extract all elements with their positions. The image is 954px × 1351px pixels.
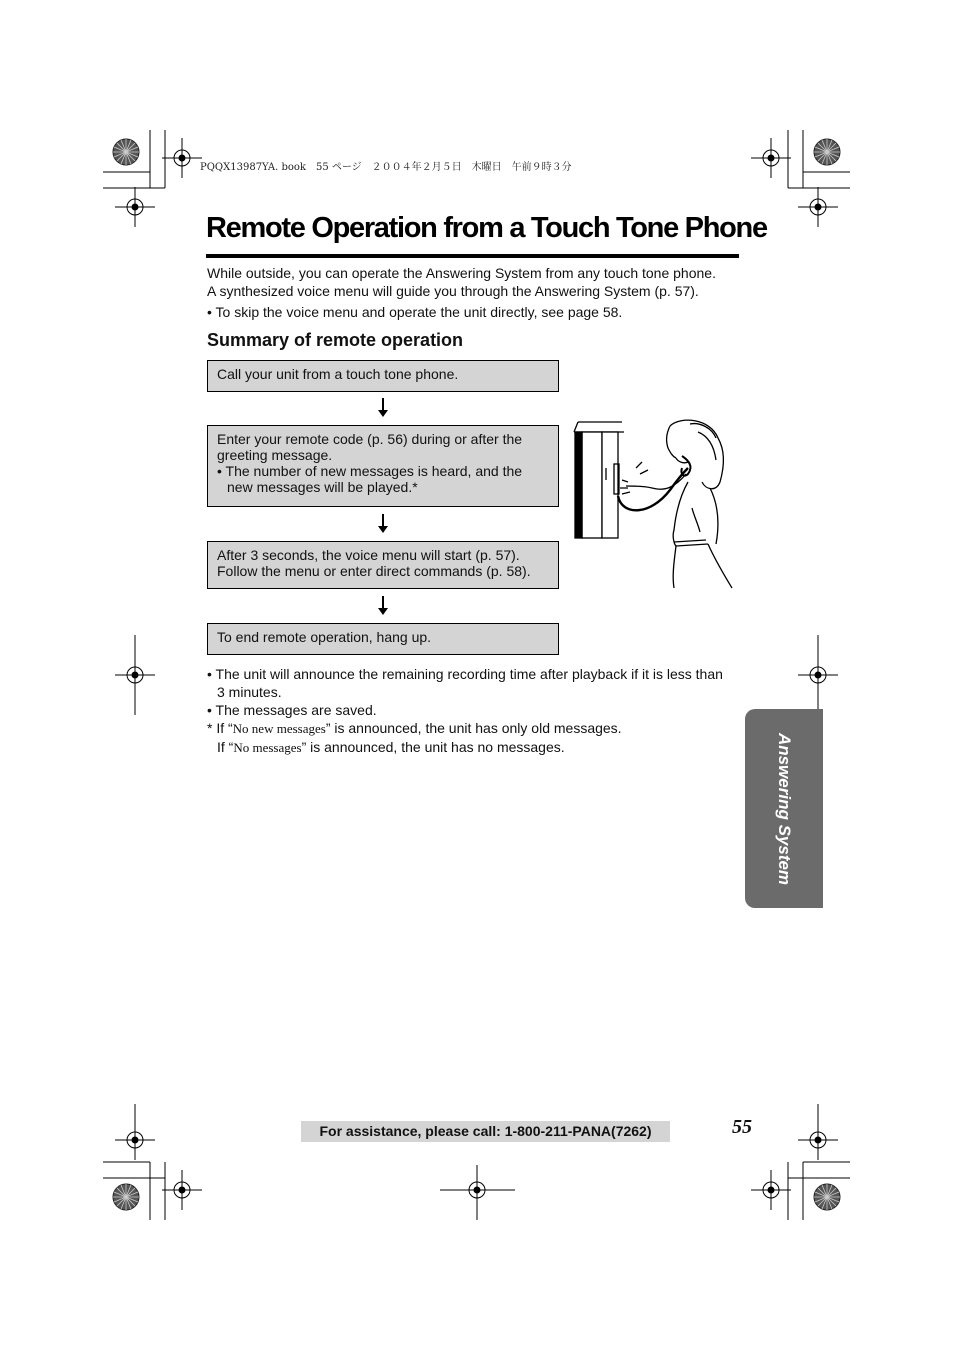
announcement-quote: No new messages <box>232 721 326 736</box>
footnote-line <box>207 738 747 757</box>
step-text: After 3 seconds, the voice menu will start (p. 57). <box>217 547 520 563</box>
step-box-voice-menu <box>207 541 559 589</box>
note-line: • The messages are saved. <box>207 702 377 718</box>
corner-mark-bottom-left <box>103 1104 202 1220</box>
intro-bullet: • To skip the voice menu and operate the unit directly, see page 58. <box>207 304 623 320</box>
woman-on-phone-illustration <box>570 412 736 590</box>
step-text: Follow the menu or enter direct commands (p. 58). <box>217 563 531 579</box>
step-text: • The number of new messages is heard, and the <box>217 463 523 479</box>
down-arrow-icon <box>376 596 390 616</box>
step-text: Enter your remote code (p. 56) during or after the <box>217 431 523 447</box>
intro-section <box>207 264 747 321</box>
note-text: ” is announced, the unit has no messages. <box>301 739 565 755</box>
page-title: Remote Operation from a Touch Tone Phone <box>206 212 767 244</box>
down-arrow-icon <box>376 514 390 534</box>
section-heading: Summary of remote operation <box>207 330 464 350</box>
note-text: * If “ <box>207 720 233 736</box>
note-line: 3 minutes. <box>217 684 282 700</box>
step-box-hang-up <box>207 623 559 655</box>
title-underline <box>206 254 739 258</box>
note-line: • The unit will announce the remaining recording time after playback if it is less than <box>207 666 723 682</box>
assistance-banner: For assistance, please call: 1-800-211-PANA(7262) <box>301 1121 670 1142</box>
step-text: Call your unit from a touch tone phone. <box>217 366 459 382</box>
section-tab <box>745 709 823 908</box>
intro-line: While outside, you can operate the Answering System from any touch tone phone. <box>207 265 716 281</box>
down-arrow-icon <box>376 398 390 418</box>
note-text: ” is announced, the unit has only old messages. <box>325 720 622 736</box>
intro-line: A synthesized voice menu will guide you through the Answering System (p. 57). <box>207 283 699 299</box>
corner-mark-top-left <box>103 130 202 227</box>
announcement-quote: No messages <box>233 740 302 755</box>
step-box-call <box>207 360 559 392</box>
notes-section <box>207 665 747 757</box>
page-number: 55 <box>732 1116 752 1138</box>
note-text: If “ <box>217 739 234 755</box>
step-text: greeting message. <box>217 447 333 463</box>
section-tab-label: Answering System <box>775 732 794 885</box>
footnote-line <box>207 719 747 738</box>
corner-mark-bottom-right <box>751 1104 850 1220</box>
step-text: To end remote operation, hang up. <box>217 629 432 645</box>
print-info-line: PQQX13987YA. book 55 ページ ２００４年２月５日 木曜日 午前９時３分 <box>200 162 572 173</box>
step-text: new messages will be played.* <box>227 479 418 495</box>
step-box-remote-code <box>207 425 559 507</box>
